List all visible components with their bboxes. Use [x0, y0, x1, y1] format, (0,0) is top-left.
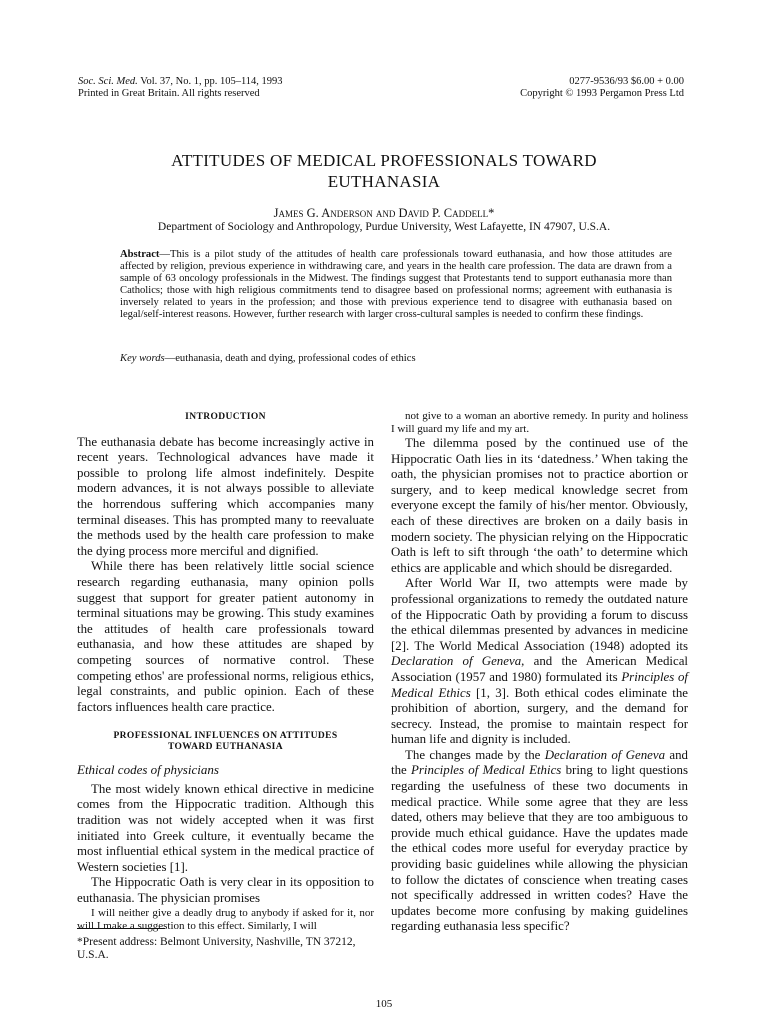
- paragraph: The euthanasia debate has become increasingly active in recent years. Technological advances have made it possible to prolong life almost indefinitely. Despite modern advances, it is not always possible to alleviate the horrendous suffering which accompanies many terminal diseases. This has prompted many to reevaluate the methods used by the health care profession to make the dying process more merciful and dignified.: [77, 434, 374, 558]
- section-heading-line-1: PROFESSIONAL INFLUENCES ON ATTITUDES: [113, 731, 338, 742]
- introduction-heading: INTRODUCTION: [185, 412, 266, 422]
- title-line-1: ATTITUDES OF MEDICAL PROFESSIONALS TOWARD: [171, 151, 597, 170]
- italic-title: Declaration of Geneva: [544, 747, 666, 762]
- abstract-label: Abstract: [120, 249, 160, 260]
- affiliation: Department of Sociology and Anthropology, Purdue University, West Lafayette, IN 47907, U.S.A.: [157, 221, 611, 233]
- title-line-2: EUTHANASIA: [327, 172, 441, 191]
- copyright: Copyright © 1993 Pergamon Press Ltd: [520, 88, 684, 99]
- text-run: and the: [391, 747, 688, 778]
- copyright-block: [384, 76, 684, 100]
- text-run: , and the American Medical Association (1957 and 1980) formulated its: [391, 654, 688, 684]
- authors: James G. Anderson and David P. Caddell*: [273, 206, 495, 220]
- journal-citation: [78, 76, 398, 100]
- section-heading: [77, 731, 374, 753]
- paper-title: [80, 150, 688, 192]
- subsection-heading: Ethical codes of physicians: [77, 762, 219, 778]
- printed-notice: Printed in Great Britain. All rights reserved: [78, 88, 260, 99]
- abstract: [120, 249, 672, 322]
- text-run: bring to light questions regarding the usefulness of these two documents in medical practice. While some agree that they are less dated, others may believe that they are too ambiguous to provide much ethical guidance. Have the updates made the ethical codes more useful for everyday practice by providing basic guidelines while allowing the physician to follow the dictates of conscience when treating cases not specifically addressed in written codes? Have the updates become more confusing by making guidelines regarding euthanasia less specific?: [391, 763, 688, 934]
- italic-title: Declaration of Geneva: [391, 654, 522, 669]
- section-heading-line-2: TOWARD EUTHANASIA: [167, 742, 284, 753]
- text-run: [1, 3]. Both ethical codes eliminate the prohibition of abortion, surgery, and the demand for secrecy. Instead, the promise to maintain respect for human life and dignity is included.: [391, 685, 688, 747]
- paragraph: While there has been relatively little social science research regarding euthanasia, many opinion polls suggest that support for greater patient autonomy in terminal situations may be growing. This study examines the attitudes of health care professionals toward euthanasia, and how these attitudes are shaped by competing sources of normative control. These competing ethos' are professional norms, religious ethics, legal constraints, and public opinion. Each of these factors influences health care practice.: [77, 559, 374, 714]
- abstract-text: —This is a pilot study of the attitudes of health care professionals toward euthanasia, and how those attitudes are affected by religion, previous experience in withdrawing care, and years in the health care profession. The data are drawn from a sample of 63 oncology professionals in the Midwest. The findings suggest that Protestants tend to support euthanasia more than Catholics; those with high religious commitments tend to disagree based on professional norms; agreement with euthanasia is inversely related to years in the profession; and those with previous experience tend to disagree with euthanasia based on legal/self-interest reasons. However, further research with larger cross-cultural samples is needed to confirm these findings.: [120, 249, 672, 321]
- paragraph: [391, 576, 688, 748]
- volume-info: Vol. 37, No. 1, pp. 105–114, 1993: [140, 76, 283, 87]
- keywords: [120, 353, 672, 364]
- oath-quote-continued: not give to a woman an abortive remedy. In purity and holiness I will guard my life and my art.: [391, 410, 688, 435]
- footnote-rule: [77, 928, 165, 929]
- issn: 0277-9536/93 $6.00 + 0.00: [569, 76, 684, 87]
- keywords-text: —euthanasia, death and dying, professional codes of ethics: [164, 353, 416, 364]
- right-column: [391, 410, 688, 935]
- italic-title: Principles of Medical Ethics: [411, 763, 562, 778]
- paragraph: [391, 748, 688, 935]
- paragraph: The most widely known ethical directive in medicine comes from the Hippocratic tradition. Although this tradition was not widely accepted when it was first initiated into Greek culture, it eventually became the most influential ethical system in the medical practice of Western societies [1].: [77, 781, 374, 874]
- text-run: After World War II, two attempts were made by professional organizations to remedy the outdated nature of the Hippocratic Oath by providing a forum to discuss the ethical dilemmas presented by advances in medicine [2]. The World Medical Association (1948) adopted its: [391, 576, 688, 653]
- left-column: [77, 410, 374, 933]
- paragraph: The Hippocratic Oath is very clear in its opposition to euthanasia. The physician promises: [77, 875, 374, 906]
- footnote: *Present address: Belmont University, Nashville, TN 37212, U.S.A.: [77, 936, 356, 961]
- page-number: 105: [375, 998, 393, 1010]
- paragraph: The dilemma posed by the continued use of the Hippocratic Oath lies in its ‘datedness.’ When taking the oath, the physician promises not to practice abortion or surgery, and to keep medical knowledge secret from everyone except the family of his/her mentor. Obviously, each of these directives are broken on a daily basis in modern society. The physician relying on the Hippocratic Oath is left to sift through ‘the oath’ to determine which ethics are applicable and which should be disregarded.: [391, 436, 688, 575]
- italic-title: Principles of Medical Ethics: [391, 669, 688, 700]
- oath-quote: I will neither give a deadly drug to anybody if asked for it, nor will I make a suggestion to this effect. Similarly, I will: [77, 906, 374, 932]
- text-run: The changes made by the: [405, 747, 545, 762]
- keywords-label: Key words: [120, 353, 165, 364]
- journal-name: Soc. Sci. Med.: [78, 76, 138, 87]
